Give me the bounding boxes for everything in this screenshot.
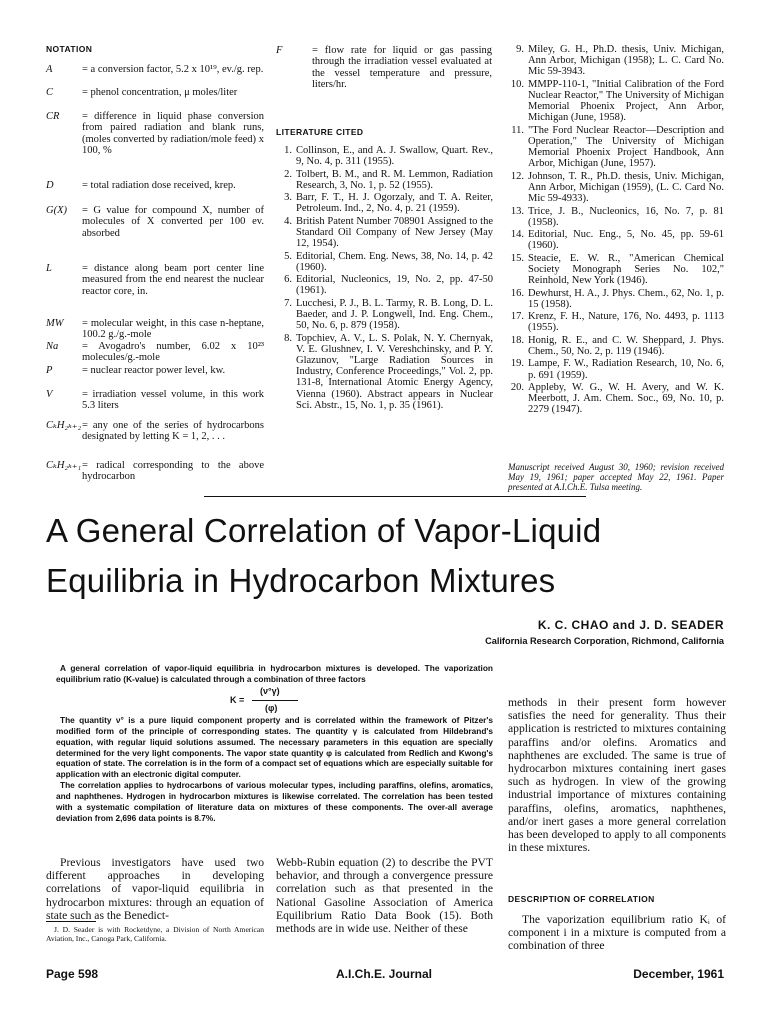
reference-item [276,145,493,167]
fraction-bar [252,700,298,701]
notation-entry [46,341,264,364]
title-divider [204,496,586,497]
equation-lhs: K = [230,694,245,705]
reference-text: Collinson, E., and A. J. Swallow, Quart. Rev., 9, No. 4, p. 311 (1955). [296,145,493,168]
reference-item [508,382,724,416]
equation-denominator: (φ) [265,702,278,713]
authors: K. C. CHAO and J. D. SEADER [537,618,724,632]
reference-number: 5. [284,250,292,262]
notation-entry [46,263,264,297]
reference-text: Lucchesi, P. J., B. L. Tarmy, R. B. Long, D. L. Baeder, and J. P. Longwell, Ind. Eng. Chem., 50, No. 6, p. 879 (1958). [296,297,493,332]
issue-date: December, 1961 [633,967,724,981]
reference-text: Topchiev, A. V., L. S. Polak, N. Y. Chernyak, V. E. Glushnev, I. V. Vereshchinsky, and P. Y. Glazunov, "Large Radiation Sources in Industry, Conference Proceedings," Vol. 2, pp. 131-8, International Atomic Energy Agency, Vienna (1960). Abstract appears in Nuclear Sci. Abstr., 15, No. 1, p. 35 (1961). [296,332,493,411]
abstract-paragraph-2: The quantity ν° is a pure liquid component property and is correlated within the framework of Pitzer's modified form of the principle of corresponding states. The quantity γ is calculated from Hildebrand's equation, with regular liquid solutions assumed. The necessary parameters in this equation are specially determined for the very light components. The vapor state quantity φ is calculated from Redlich and Kwong's equation of state. The correlation is in the form of a compact set of equations which are especially suitable for application with an electronic digital computer. [56,714,493,780]
literature-heading: LITERATURE CITED [276,127,364,137]
notation-heading: NOTATION [46,44,93,54]
reference-item [276,169,493,191]
notation-definition: = irradiation vessel volume, in this work 5.3 liters [82,389,264,412]
body-column-1: Previous investigators have used two different approaches in developing correlations of vapor-liquid equilibria in hydrocarbon mixtures: through an equation of state such as the Benedict- [46,856,264,922]
reference-item [508,311,724,333]
notation-symbol: P [46,365,53,376]
notation-entry [46,64,264,75]
reference-text: Honig, R. E., and C. W. Sheppard, J. Phys. Chem., 50, No. 2, p. 119 (1946). [528,334,724,357]
notation-definition: = a conversion factor, 5.2 x 10¹⁹, ev./g. rep. [82,64,264,75]
reference-number: 2. [284,168,292,180]
notation-definition: = molecular weight, in this case n-heptane, 100.2 g./g.-mole [82,318,264,341]
reference-number: 15. [510,252,524,264]
reference-number: 1. [284,145,292,156]
notation-definition: = difference in liquid phase conversion from paired radiation and blank runs, (moles converted by radiation/mole feed) x 100, % [82,111,264,157]
section-heading: DESCRIPTION OF CORRELATION [508,894,655,904]
reference-number: 14. [510,229,524,241]
reference-text: Barr, F. T., H. J. Ogorzaly, and T. A. Reiter, Petroleum. Ind., 2, No. 4, p. 21 (1959). [296,192,493,215]
reference-number: 19. [510,358,524,370]
abstract-paragraph-3: The correlation applies to hydrocarbons of various molecular types, including paraffins, olefins, aromatics, and naphthenes. Hydrogen in hydrocarbon mixtures is likewise correlated. The correlation has been tested with a systematic compilation of literature data on mixtures of these components. The over-all average deviation from 2,696 data points is 8.7%. [56,780,493,823]
reference-item [276,333,493,411]
abstract-paragraph-1: A general correlation of vapor-liquid equilibria in hydrocarbon mixtures is developed. The vaporization equilibrium ratio (K-value) is calculated through a combination of three factors [56,663,493,684]
equation-numerator: (ν°γ) [260,685,280,696]
reference-text: Editorial, Chem. Eng. News, 38, No. 14, p. 42 (1960). [296,250,493,273]
reference-text: Steacie, E. W. R., "American Chemical Society Monograph Series No. 102," Reinhold, New York (1946). [528,252,724,287]
article-title-line-1: A General Correlation of Vapor-Liquid [46,512,602,549]
body-column-2: Webb-Rubin equation (2) to describe the PVT behavior, and through a convergence pressure correlation such as that presented in the National Gasoline Association of America Equilibrium Ratio Data Book (15). Both methods are in wide use. Neither of these [276,856,493,936]
reference-item [276,251,493,273]
notation-symbol: V [46,389,53,400]
reference-number: 18. [510,334,524,346]
reference-number: 7. [284,297,292,309]
notation-symbol: F [276,45,283,56]
journal-name: A.I.Ch.E. Journal [335,967,432,981]
notation-definition: = phenol concentration, μ moles/liter [82,87,238,98]
reference-text: Miley, G. H., Ph.D. thesis, Univ. Michigan, Ann Arbor, Michigan (1958); L. C. Card No. Mic 59-3943. [528,44,724,78]
reference-number: 6. [284,274,292,286]
reference-number: 20. [510,381,524,393]
reference-number: 12. [510,170,524,182]
reference-number: 8. [284,332,292,344]
reference-text: Editorial, Nucleonics, 19, No. 2, pp. 47-50 (1961). [296,274,493,297]
reference-item [508,171,724,205]
footnote: J. D. Seader is with Rocketdyne, a Division of North American Aviation, Inc., Canoga Park, California. [46,925,264,943]
equation [56,686,493,714]
abstract [56,663,493,824]
reference-number: 3. [284,192,292,204]
reference-number: 10. [510,78,524,90]
notation-symbol: Na [46,341,59,352]
manuscript-note: Manuscript received August 30, 1960; revision received May 19, 1961; paper accepted May 22, 1961. Paper presented at A.I.Ch.E. Tulsa meeting. [508,462,724,492]
reference-item [276,192,493,214]
reference-item [508,335,724,357]
notation-definition: = any one of the series of hydrocarbons designated by letting K = 1, 2, . . . [82,420,264,443]
reference-text: Lampe, F. W., Radiation Research, 10, No. 6, p. 691 (1959). [528,358,724,381]
reference-text: British Patent Number 708901 Assigned to the Standard Oil Company of New Jersey (May 12, 1954). [296,215,493,250]
page-number: Page 598 [46,967,99,981]
notation-symbol: D [46,180,54,191]
reference-text: Johnson, T. R., Ph.D. thesis, Univ. Michigan, Ann Arbor, Michigan (1959), (L. C. Card No. Mic 59-4933). [528,170,724,205]
reference-number: 13. [510,205,524,217]
notation-entry-f [276,45,492,91]
reference-text: "The Ford Nuclear Reactor—Description and Operation," The University of Michigan Memorial Phoenix Project Handbook, Ann Arbor, Michigan (June, 1957). [528,124,724,170]
notation-symbol: G(X) [46,205,67,216]
reference-item [508,358,724,380]
notation-entry [46,318,264,341]
notation-symbol: CₖH₂ₖ₊₁ [46,460,82,471]
reference-item [508,253,724,287]
reference-number: 16. [510,287,524,299]
reference-text: Tolbert, B. M., and R. M. Lemmon, Radiation Research, 3, No. 1, p. 52 (1955). [296,168,493,191]
reference-item [508,206,724,228]
reference-item [276,298,493,332]
notation-symbol: MW [46,318,64,329]
reference-item [508,229,724,251]
notation-symbol: CₖH₂ₖ₊₂ [46,420,82,431]
notation-definition: = distance along beam port center line measured from the end nearest the nuclear reactor core, in. [82,263,264,297]
notation-definition: = nuclear reactor power level, kw. [82,365,226,376]
notation-definition: = Avogadro's number, 6.02 x 10²³ molecules/g.-mole [82,341,264,364]
reference-item [276,274,493,296]
notation-definition: = G value for compound X, number of molecules of X converted per 100 ev. absorbed [82,205,264,239]
reference-item [508,125,724,170]
notation-symbol: A [46,64,53,75]
reference-text: MMPP-110-1, "Initial Calibration of the Ford Nuclear Reactor," The University of Michigan Memorial Phoenix Project, Ann Arbor, Michigan (June, 1958). [528,78,724,124]
notation-entry [46,420,264,443]
body-column-3-section: The vaporization equilibrium ratio Kᵢ of component i in a mixture is computed from a combination of three [508,913,726,953]
reference-list-left [276,145,493,412]
reference-text: Dewhurst, H. A., J. Phys. Chem., 62, No. 1, p. 15 (1958). [528,287,724,310]
notation-entry [46,460,264,483]
notation-entry [46,389,264,412]
notation-entry [46,205,264,239]
notation-definition: = flow rate for liquid or gas passing through the irradiation vessel evaluated at the vessel temperature and pressure, liters/hr. [312,45,492,91]
reference-text: Appleby, W. G., W. H. Avery, and W. K. Meerbott, J. Am. Chem. Soc., 69, No. 10, p. 2279 (1947). [528,381,724,416]
notation-symbol: C [46,87,54,98]
notation-entry [46,365,264,376]
reference-item [276,216,493,250]
reference-item [508,44,724,78]
reference-item [508,288,724,310]
reference-number: 9. [516,44,524,55]
reference-number: 11. [511,124,524,136]
notation-definition: = radical corresponding to the above hydrocarbon [82,460,264,483]
notation-definition: = total radiation dose received, krep. [82,180,236,191]
body-column-3: methods in their present form however satisfies the need for generality. Thus their application is restricted to mixtures containing paraffins and/or olefins. Aromatics and naphthenes are excluded. The same is true of hydrocarbon mixtures containing inert gases such as hydrogen. In view of the growing industrial importance of mixtures containing paraffins, olefins, aromatics, naphthenes, and/or inert gases a more general correlation has been developed to apply to all components in these mixtures. [508,696,726,855]
reference-item [508,79,724,124]
reference-text: Editorial, Nuc. Eng., 5, No. 45, pp. 59-61 (1960). [528,229,724,252]
reference-list-right [508,44,724,417]
notation-symbol: CR [46,111,60,122]
notation-symbol: L [46,263,52,274]
reference-number: 17. [510,311,524,323]
reference-number: 4. [284,215,292,227]
notation-entry [46,111,264,157]
article-title-line-2: Equilibria in Hydrocarbon Mixtures [46,562,556,599]
affiliation: California Research Corporation, Richmond, California [485,636,724,646]
notation-entry [46,180,264,191]
reference-text: Trice, J. B., Nucleonics, 16, No. 7, p. 81 (1958). [528,205,724,228]
footnote-rule [46,921,96,922]
notation-entry [46,87,264,98]
reference-text: Krenz, F. H., Nature, 176, No. 4493, p. 1113 (1955). [528,311,724,334]
